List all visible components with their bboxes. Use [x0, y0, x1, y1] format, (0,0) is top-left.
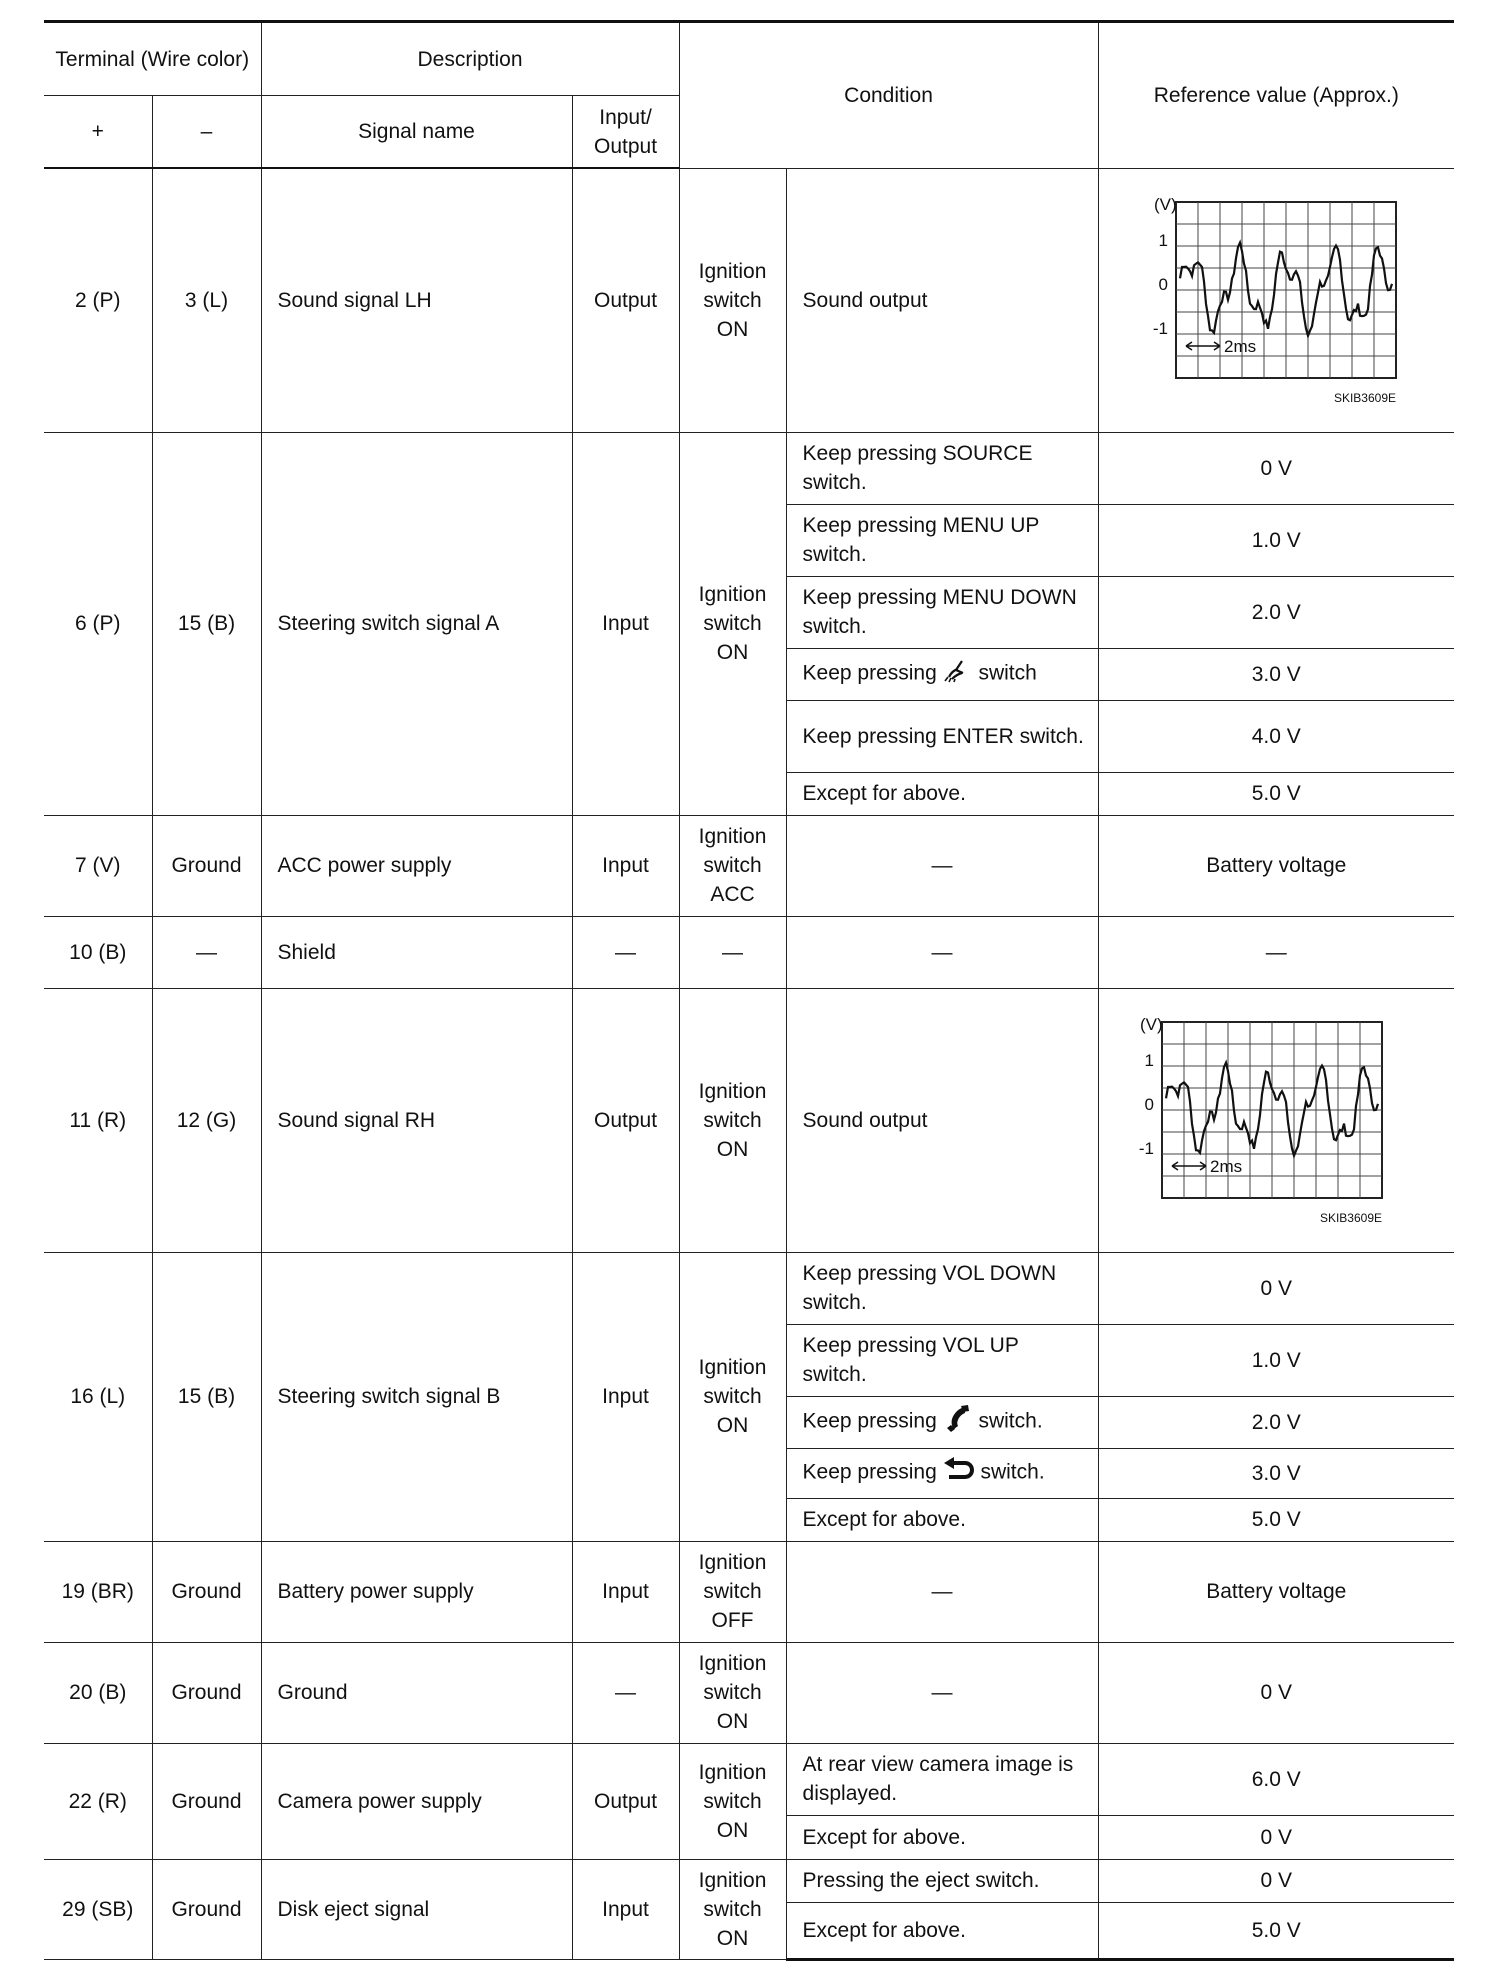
reference-value: Battery voltage [1098, 815, 1454, 916]
time-scale-marker [1172, 1162, 1206, 1170]
signal-name: Sound signal RH [261, 988, 572, 1252]
reference-value: 1.0 V [1098, 504, 1454, 576]
reference-value: 2.0 V [1098, 1396, 1454, 1448]
header-reference: Reference value (Approx.) [1098, 22, 1454, 169]
reference-value: 0 V [1098, 432, 1454, 504]
condition-prefix: Keep pressing [802, 1409, 937, 1433]
signal-name: Shield [261, 916, 572, 988]
reference-value: 6.0 V [1098, 1743, 1454, 1815]
signal-name: ACC power supply [261, 815, 572, 916]
ignition-condition: Ignition switch ON [679, 432, 786, 815]
terminal-reference-table [44, 20, 1454, 1961]
terminal-minus: — [152, 916, 261, 988]
table-row [44, 916, 1454, 988]
terminal-minus: 15 (B) [152, 432, 261, 815]
y-tick-minus1: -1 [1139, 1139, 1155, 1158]
terminal-plus: 11 (R) [44, 988, 152, 1252]
volt-unit-label: (V) [1154, 195, 1177, 214]
io-type: Input [572, 432, 679, 815]
oscilloscope-waveform-lh [1126, 190, 1426, 410]
terminal-minus: Ground [152, 1541, 261, 1642]
condition-text: Except for above. [786, 1815, 1098, 1859]
table-row [44, 168, 1454, 432]
terminal-minus: 12 (G) [152, 988, 261, 1252]
terminal-minus: 15 (B) [152, 1252, 261, 1541]
time-scale-marker [1186, 342, 1220, 350]
condition-suffix: switch. [978, 1409, 1043, 1433]
ignition-condition: — [679, 916, 786, 988]
io-type: Input [572, 815, 679, 916]
terminal-plus: 22 (R) [44, 1743, 152, 1859]
io-type: Output [572, 168, 679, 432]
table-row [44, 1252, 1454, 1324]
condition-text: Keep pressing VOL UP switch. [786, 1324, 1098, 1396]
reference-value: 1.0 V [1098, 1324, 1454, 1396]
signal-name: Disk eject signal [261, 1859, 572, 1959]
y-tick-0: 0 [1144, 1095, 1155, 1114]
figure-code: SKIB3609E [1320, 1211, 1383, 1225]
reference-value: 0 V [1098, 1859, 1454, 1902]
phone-icon [943, 1404, 973, 1440]
reference-value: — [1098, 916, 1454, 988]
reference-value: Battery voltage [1098, 1541, 1454, 1642]
condition-prefix: Keep pressing [802, 661, 937, 685]
io-type: Input [572, 1859, 679, 1959]
condition-text: Keep pressing MENU UP switch. [786, 504, 1098, 576]
reference-value: 5.0 V [1098, 1498, 1454, 1541]
condition-text: Except for above. [786, 772, 1098, 815]
condition-text: At rear view camera image is displayed. [786, 1743, 1098, 1815]
io-type: Input [572, 1252, 679, 1541]
terminal-plus: 10 (B) [44, 916, 152, 988]
y-tick-1: 1 [1158, 231, 1169, 250]
reference-value: 5.0 V [1098, 772, 1454, 815]
table-row [44, 1743, 1454, 1815]
condition-text: — [786, 1541, 1098, 1642]
reference-value: 0 V [1098, 1252, 1454, 1324]
condition-text: — [786, 1642, 1098, 1743]
y-tick-1: 1 [1144, 1051, 1155, 1070]
signal-name: Camera power supply [261, 1743, 572, 1859]
condition-text: Keep pressing ENTER switch. [786, 700, 1098, 772]
condition-text: Keep pressing VOL DOWN switch. [786, 1252, 1098, 1324]
table-row [44, 815, 1454, 916]
table-row [44, 1541, 1454, 1642]
terminal-plus: 29 (SB) [44, 1859, 152, 1959]
header-io: Input/ Output [572, 96, 679, 169]
reference-value: 0 V [1098, 1815, 1454, 1859]
waveform-grid [1176, 202, 1396, 378]
condition-suffix: switch [978, 661, 1037, 685]
waveform-cell [1098, 168, 1454, 432]
io-type: — [572, 1642, 679, 1743]
table-row [44, 988, 1454, 1252]
signal-name: Steering switch signal A [261, 432, 572, 815]
waveform-grid [1162, 1022, 1382, 1198]
time-scale-label: 2ms [1224, 337, 1257, 356]
condition-text: Except for above. [786, 1902, 1098, 1959]
table-row [44, 1642, 1454, 1743]
condition-text: Sound output [786, 168, 1098, 432]
volt-unit-label: (V) [1140, 1015, 1163, 1034]
condition-text: Except for above. [786, 1498, 1098, 1541]
io-type: Output [572, 988, 679, 1252]
y-tick-minus1: -1 [1153, 319, 1169, 338]
condition-text [786, 1396, 1098, 1448]
io-type: Input [572, 1541, 679, 1642]
condition-prefix: Keep pressing [802, 1460, 937, 1484]
io-type: Output [572, 1743, 679, 1859]
ignition-condition: Ignition switch ON [679, 1252, 786, 1541]
terminal-minus: Ground [152, 1642, 261, 1743]
signal-name: Ground [261, 1642, 572, 1743]
back-arrow-icon [943, 1456, 975, 1490]
ignition-condition: Ignition switch OFF [679, 1541, 786, 1642]
condition-text [786, 1448, 1098, 1498]
terminal-minus: Ground [152, 1743, 261, 1859]
waveform-cell [1098, 988, 1454, 1252]
reference-value: 3.0 V [1098, 648, 1454, 700]
table-row [44, 432, 1454, 504]
terminal-plus: 19 (BR) [44, 1541, 152, 1642]
reference-value: 4.0 V [1098, 700, 1454, 772]
y-tick-0: 0 [1158, 275, 1169, 294]
condition-text: Keep pressing MENU DOWN switch. [786, 576, 1098, 648]
terminal-plus: 20 (B) [44, 1642, 152, 1743]
reference-value: 3.0 V [1098, 1448, 1454, 1498]
header-minus: – [152, 96, 261, 169]
ignition-condition: Ignition switch ON [679, 1859, 786, 1959]
condition-text: Pressing the eject switch. [786, 1859, 1098, 1902]
header-plus: + [44, 96, 152, 169]
condition-suffix: switch. [980, 1460, 1045, 1484]
header-signal-name: Signal name [261, 96, 572, 169]
io-type: — [572, 916, 679, 988]
condition-text: Keep pressing SOURCE switch. [786, 432, 1098, 504]
signal-name: Battery power supply [261, 1541, 572, 1642]
reference-value: 5.0 V [1098, 1902, 1454, 1959]
reference-value: 0 V [1098, 1642, 1454, 1743]
ignition-condition: Ignition switch ACC [679, 815, 786, 916]
terminal-plus: 6 (P) [44, 432, 152, 815]
header-condition: Condition [679, 22, 1098, 169]
ignition-condition: Ignition switch ON [679, 1642, 786, 1743]
figure-code: SKIB3609E [1334, 391, 1397, 405]
header-description: Description [261, 22, 679, 96]
time-scale-label: 2ms [1210, 1157, 1243, 1176]
terminal-plus: 2 (P) [44, 168, 152, 432]
ignition-condition: Ignition switch ON [679, 1743, 786, 1859]
signal-name: Steering switch signal B [261, 1252, 572, 1541]
header-row-1 [44, 22, 1454, 96]
table-row [44, 1859, 1454, 1902]
terminal-minus: 3 (L) [152, 168, 261, 432]
condition-text: — [786, 815, 1098, 916]
voice-talk-icon [943, 657, 973, 691]
terminal-minus: Ground [152, 1859, 261, 1959]
terminal-plus: 16 (L) [44, 1252, 152, 1541]
reference-value: 2.0 V [1098, 576, 1454, 648]
header-terminal: Terminal (Wire color) [44, 22, 261, 96]
terminal-plus: 7 (V) [44, 815, 152, 916]
condition-text [786, 648, 1098, 700]
oscilloscope-waveform-rh [1126, 1010, 1426, 1230]
terminal-minus: Ground [152, 815, 261, 916]
ignition-condition: Ignition switch ON [679, 168, 786, 432]
signal-name: Sound signal LH [261, 168, 572, 432]
ignition-condition: Ignition switch ON [679, 988, 786, 1252]
condition-text: — [786, 916, 1098, 988]
condition-text: Sound output [786, 988, 1098, 1252]
